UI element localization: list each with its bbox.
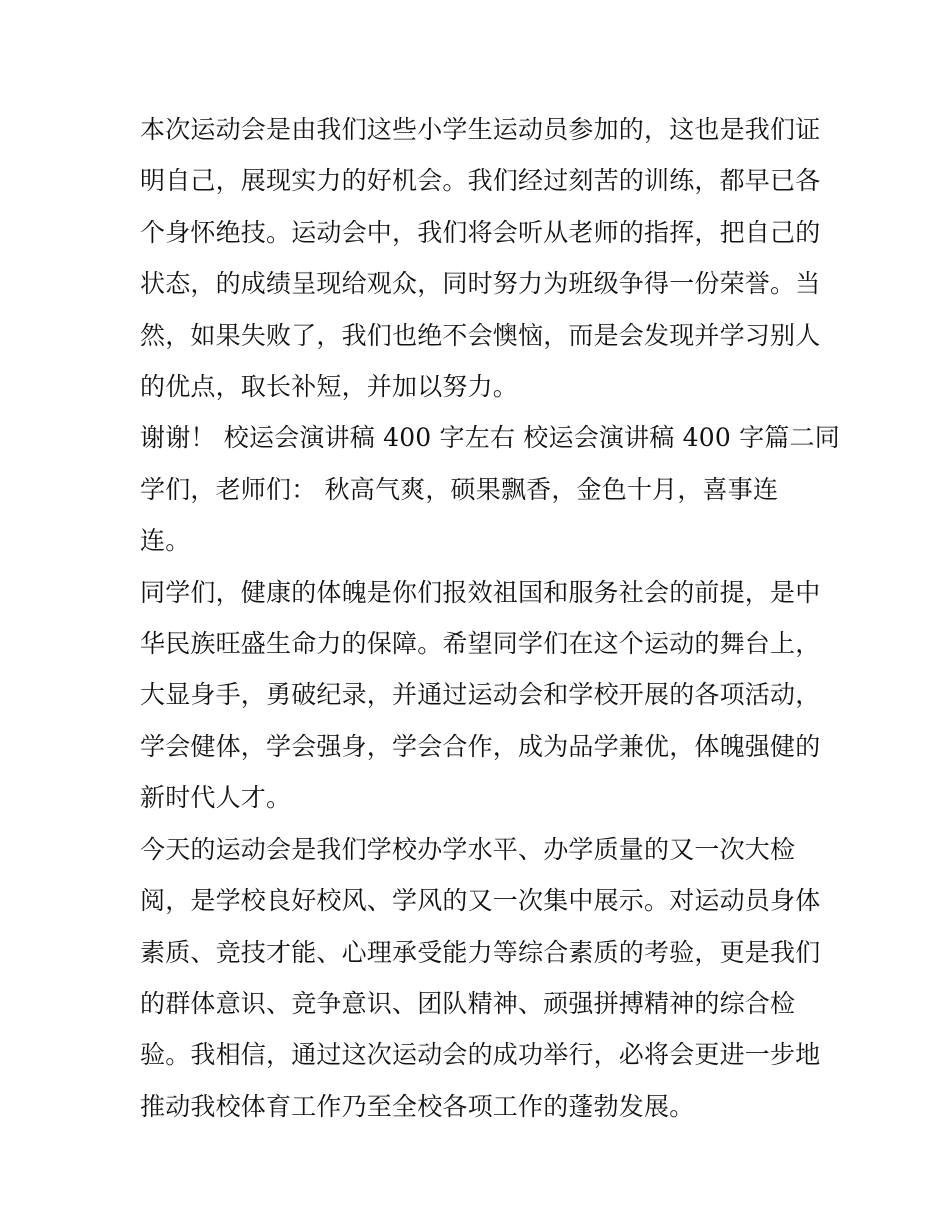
text-line: 谢谢！ 校运会演讲稿 400 字左右 校运会演讲稿 400 字篇二同: [140, 423, 840, 453]
text-line: 素质、竞技才能、心理承受能力等综合素质的考验，更是我们: [140, 937, 821, 967]
text-line: 个身怀绝技。运动会中，我们将会听从老师的指挥，把自己的: [140, 217, 821, 247]
text-line: 今天的运动会是我们学校办学水平、办学质量的又一次大检: [140, 834, 796, 864]
text-line: 然，如果失败了，我们也绝不会懊恼，而是会发现并学习别人: [140, 320, 821, 350]
text-line: 阅，是学校良好校风、学风的又一次集中展示。对运动员身体: [140, 886, 821, 916]
text-line: 新时代人才。: [140, 783, 292, 813]
paragraph-2: [140, 412, 840, 566]
document-body: [140, 104, 840, 1132]
paragraph-4: [140, 824, 820, 1132]
text-line: 验。我相信，通过这次运动会的成功举行，必将会更进一步地: [140, 1040, 821, 1070]
text-line: 学们，老师们： 秋高气爽，硕果飘香，金色十月，喜事连: [140, 474, 779, 504]
text-line: 状态，的成绩呈现给观众，同时努力为班级争得一份荣誉。当: [140, 269, 821, 299]
text-line: 大显身手，勇破纪录，并通过运动会和学校开展的各项活动，: [140, 680, 821, 710]
text-line: 推动我校体育工作乃至全校各项工作的蓬勃发展。: [140, 1091, 695, 1121]
text-line: 同学们，健康的体魄是你们报效祖国和服务社会的前提，是中: [140, 577, 821, 607]
text-line: 学会健体，学会强身，学会合作，成为品学兼优，体魄强健的: [140, 731, 821, 761]
text-line: 连。: [140, 526, 191, 556]
paragraph-1: [140, 104, 820, 412]
text-line: 华民族旺盛生命力的保障。希望同学们在这个运动的舞台上，: [140, 629, 821, 659]
text-line: 的优点，取长补短，并加以努力。: [140, 372, 519, 402]
text-line: 本次运动会是由我们这些小学生运动员参加的，这也是我们证: [140, 115, 821, 144]
text-line: 明自己，展现实力的好机会。我们经过刻苦的训练，都早已各: [140, 166, 821, 196]
paragraph-3: [140, 567, 820, 824]
text-line: 的群体意识、竞争意识、团队精神、顽强拼搏精神的综合检: [140, 988, 796, 1018]
